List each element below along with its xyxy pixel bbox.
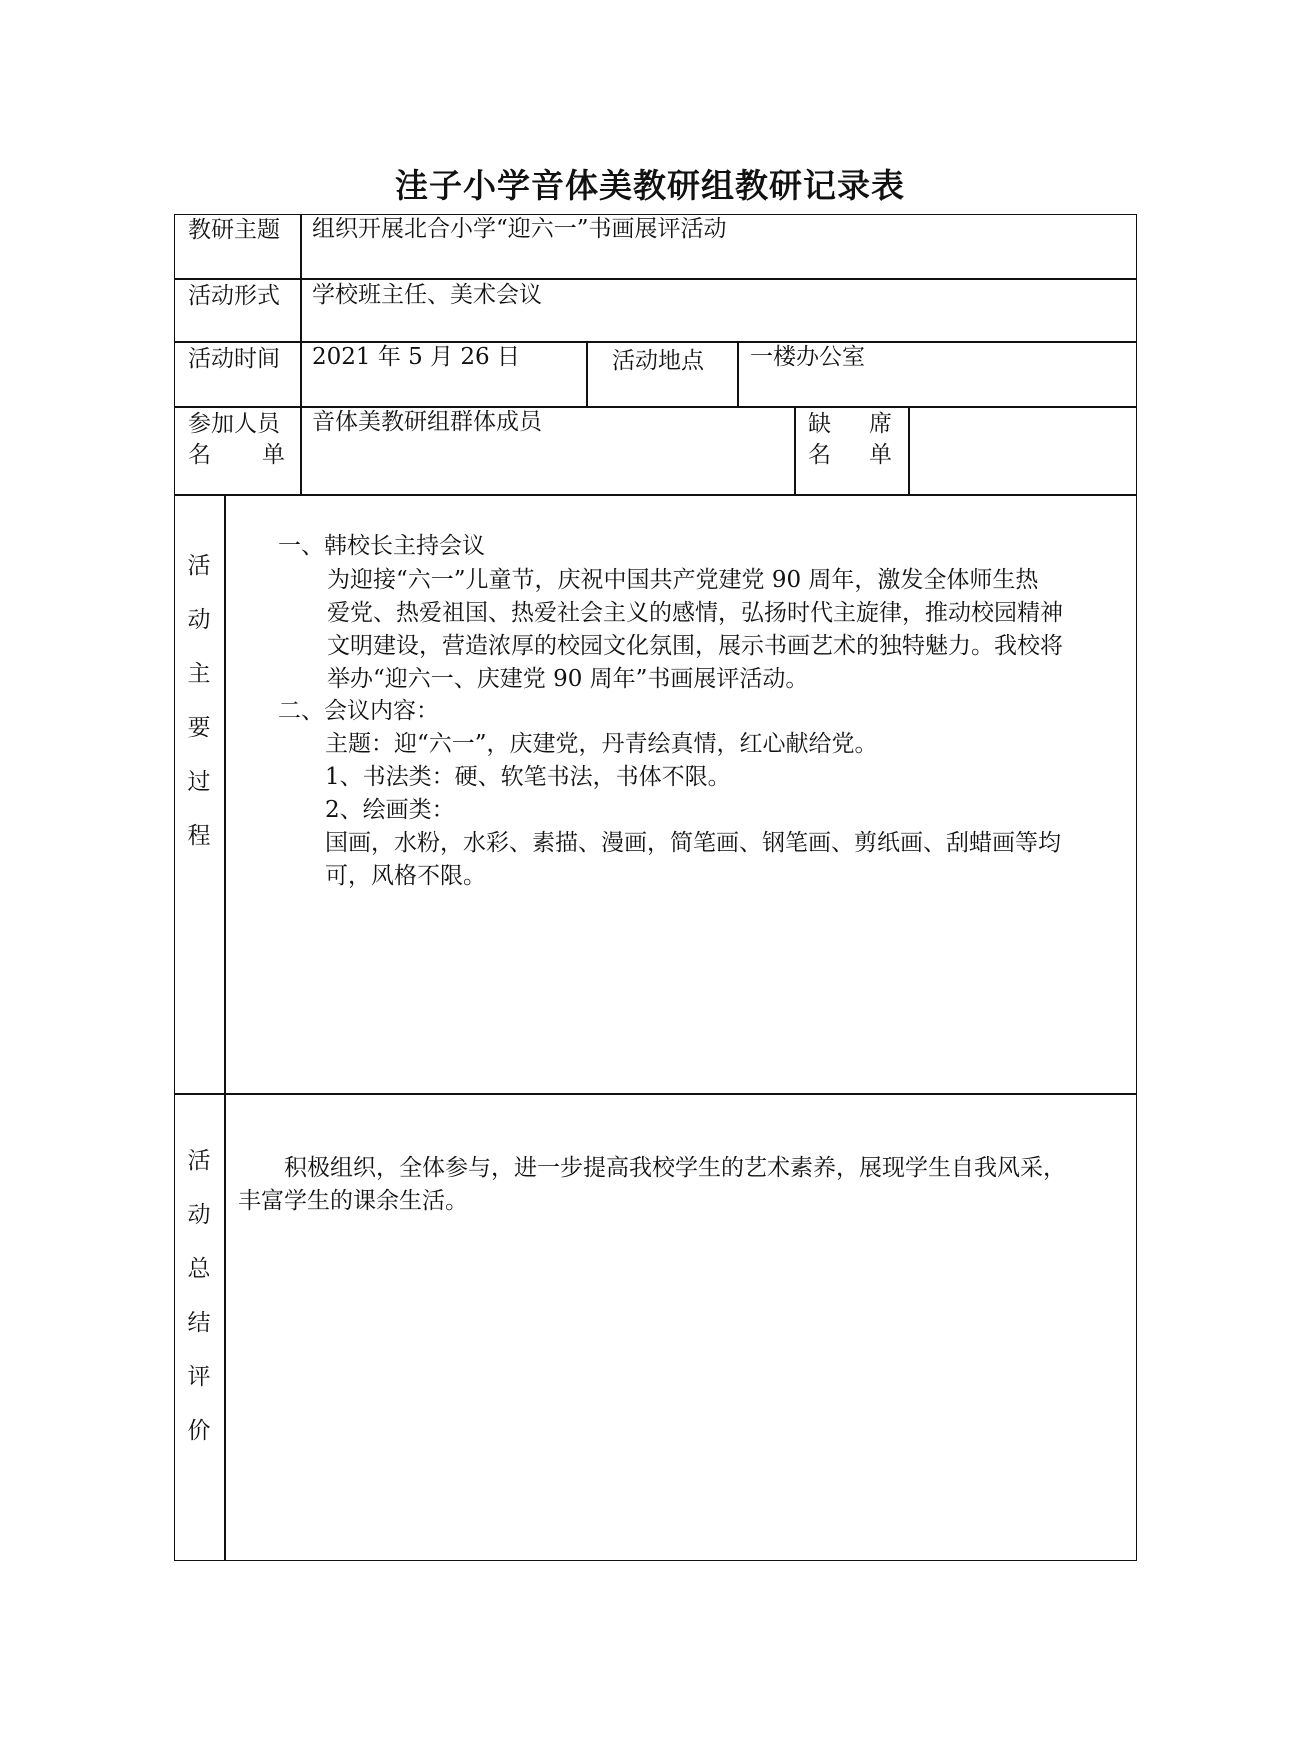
process-label-char: 主 — [187, 661, 211, 687]
attendees-label-char: 名 — [188, 442, 211, 468]
col-divider — [794, 406, 796, 494]
summary-line: 丰富学生的课余生活。 — [238, 1188, 468, 1214]
process-item-2: 2、绘画类： — [325, 797, 455, 823]
process-heading-1: 一、韩校长主持会议 — [278, 533, 485, 559]
summary-label-char: 结 — [187, 1310, 211, 1336]
absent-label-line1 — [808, 408, 892, 440]
time-value: 2021 年 5 月 26 日 — [312, 344, 520, 370]
summary-line: 积极组织，全体参与，进一步提高我校学生的艺术素养，展现学生自我风采， — [284, 1155, 1066, 1181]
form-label: 活动形式 — [188, 283, 280, 309]
process-label — [184, 550, 214, 874]
summary-label-char: 动 — [187, 1202, 211, 1228]
paragraph-line: 举办“迎六一、庆建党 90 周年”书画展评活动。 — [327, 666, 809, 692]
summary-label-char: 总 — [187, 1256, 211, 1282]
col-divider — [908, 406, 910, 494]
process-label-char: 过 — [187, 769, 211, 795]
attendees-value: 音体美教研组群体成员 — [312, 409, 542, 435]
process-heading-2: 二、会议内容： — [278, 698, 439, 724]
summary-text — [238, 1152, 1124, 1218]
absent-label-line2 — [808, 439, 892, 471]
process-label-char: 动 — [187, 607, 211, 633]
process-paragraph-1 — [327, 564, 1122, 696]
process-label-char: 要 — [187, 715, 211, 741]
process-item-1: 1、书法类：硬、软笔书法，书体不限。 — [325, 764, 731, 790]
attendees-label-line2 — [188, 439, 285, 471]
col-divider — [224, 494, 226, 1561]
col-divider — [737, 341, 739, 406]
topic-label: 教研主题 — [188, 217, 280, 243]
absent-label-char: 席 — [869, 411, 892, 437]
attendees-label-char: 单 — [262, 442, 285, 468]
process-label-char: 程 — [187, 823, 211, 849]
col-divider — [300, 214, 302, 494]
row-divider — [174, 494, 1137, 496]
page-title: 洼子小学音体美教研组教研记录表 — [395, 166, 905, 205]
row-divider — [174, 1093, 1137, 1095]
paragraph-line: 爱党、热爱祖国、热爱社会主义的感情，弘扬时代主旋律，推动校园精神 — [327, 600, 1063, 626]
process-theme: 主题：迎“六一”，庆建党，丹青绘真情，红心献给党。 — [325, 731, 878, 757]
summary-label-char: 活 — [187, 1148, 211, 1174]
paragraph-line: 为迎接“六一”儿童节，庆祝中国共产党建党 90 周年，激发全体师生热 — [327, 567, 1039, 593]
attendees-label: 参加人员 — [188, 411, 280, 437]
absent-label-char: 名 — [808, 442, 831, 468]
topic-value: 组织开展北合小学“迎六一”书画展评活动 — [312, 216, 727, 242]
summary-label-char: 评 — [187, 1364, 211, 1390]
absent-label-char: 缺 — [808, 411, 831, 437]
form-value: 学校班主任、美术会议 — [312, 282, 542, 308]
process-label-char: 活 — [187, 553, 211, 579]
time-label: 活动时间 — [188, 346, 280, 372]
place-label: 活动地点 — [612, 348, 704, 374]
paragraph-line: 国画，水粉，水彩、素描、漫画，简笔画、钢笔画、剪纸画、刮蜡画等均 — [325, 830, 1061, 856]
absent-label-char: 单 — [869, 442, 892, 468]
process-item-2-detail — [325, 827, 1122, 893]
paragraph-line: 可，风格不限。 — [325, 863, 486, 889]
summary-label-char: 价 — [187, 1418, 211, 1444]
place-value: 一楼办公室 — [750, 344, 865, 370]
summary-label — [184, 1145, 214, 1469]
col-divider — [586, 341, 588, 406]
paragraph-line: 文明建设，营造浓厚的校园文化氛围，展示书画艺术的独特魅力。我校将 — [327, 633, 1063, 659]
